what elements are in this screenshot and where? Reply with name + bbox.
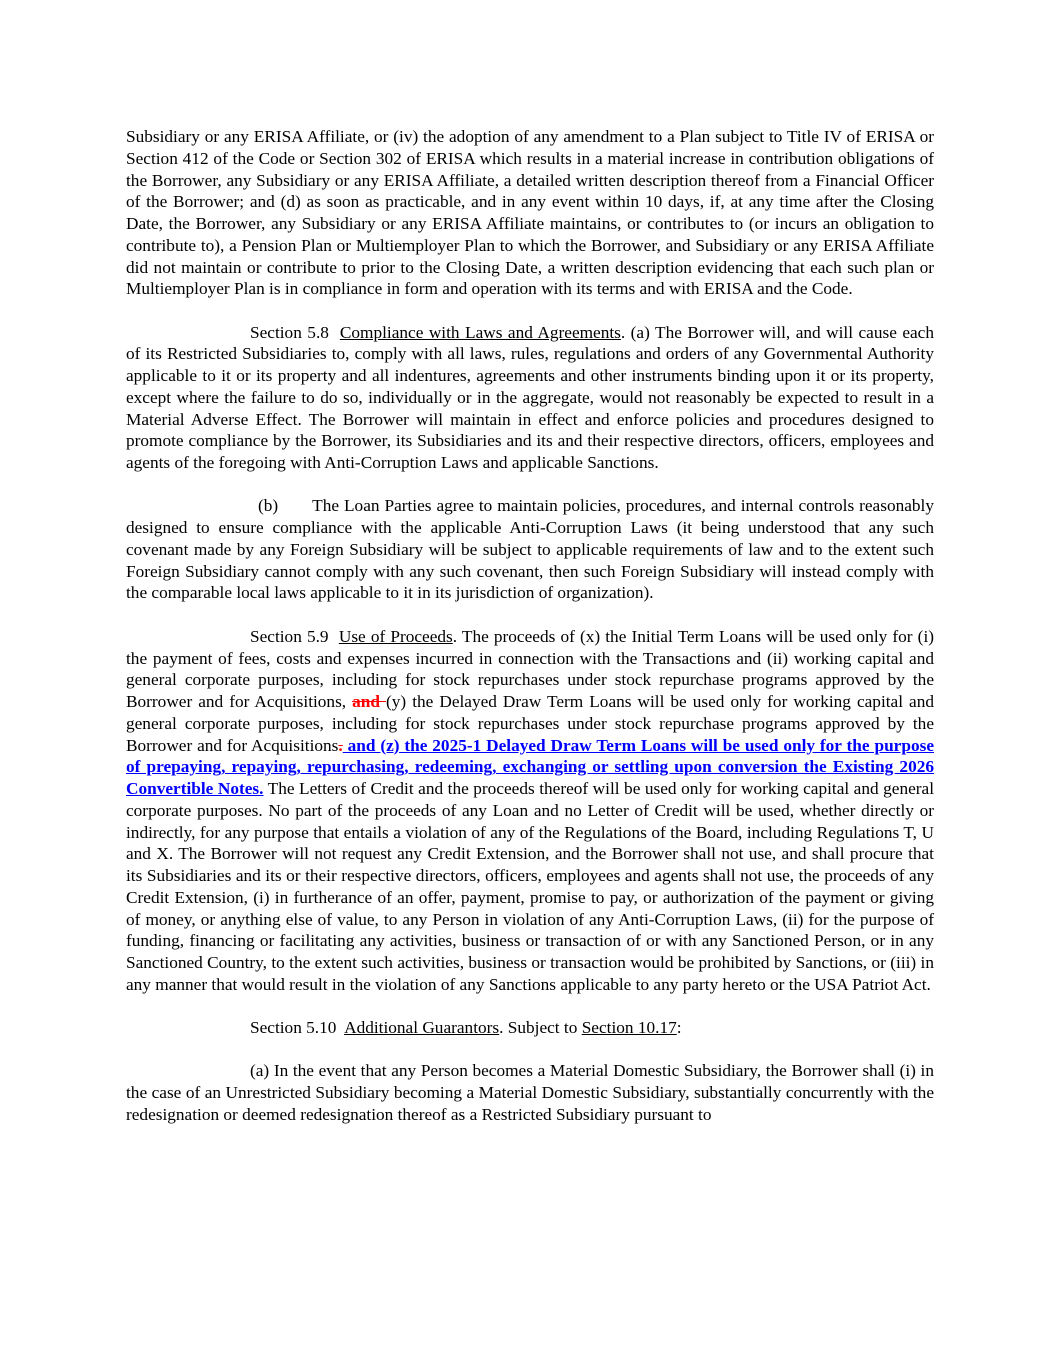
document-page [126,126,934,1126]
deleted-text: and [352,692,387,712]
section-text: (y) the Delayed Draw Term Loans will be used only for working capital and general corporate purposes, including for stock repurchases under stock repurchase programs approved by the Borrower and for Acquisitions [126,692,934,755]
section-number: Section 5.10 [250,1018,337,1038]
inserted-text: and (z) the 2025-1 Delayed Draw Term Loans will be used only for the purpose of prepaying, repaying, repurchasing, redeeming, exchanging or settling upon conversion the Existing 2026 Convertible Notes. [126,735,934,799]
cross-reference: Section 10.17 [581,1018,677,1038]
section-5-10-heading [126,1017,934,1039]
section-5-10-paragraph-a: (a) In the event that any Person becomes a Material Domestic Subsidiary, the Borrower shall (i) in the case of an Unrestricted Subsidiary becoming a Material Domestic Subsidiary, substantially concurrently with the redesignation or deemed redesignation thereof as a Restricted Subsidiary pursuant to [126,1061,934,1124]
deleted-text: . [338,735,343,755]
section-title: Use of Proceeds [338,626,453,646]
clause-label: (b) [258,496,279,516]
paragraph-erisa-continuation: Subsidiary or any ERISA Affiliate, or (iv) the adoption of any amendment to a Plan subject to Title IV of ERISA or Section 412 of the Code or Section 302 of ERISA which results in a material increase in contribution obligations of the Borrower, any Subsidiary or any ERISA Affiliate, a detailed written description thereof from a Financial Officer of the Borrower; and (d) as soon as practicable, and in any event within 10 days, if, at any time after the Closing Date, the Borrower, any Subsidiary or any ERISA Affiliate maintains, or contributes to (or incurs an obligation to contribute to), a Pension Plan or Multiemployer Plan to which the Borrower, and Subsidiary or any ERISA Affiliate did not maintain or contribute to prior to the Closing Date, a written description evidencing that each such plan or Multiemployer Plan is in compliance in form and operation with its terms and with ERISA and the Code. [126,127,934,299]
section-text: . Subject to [499,1018,582,1038]
section-text: . The proceeds of (x) the Initial Term Loans will be used only for (i) the payment of fees, costs and expenses incurred in connection with the Transactions and (ii) working capital and general corporate purposes, including for stock repurchases under stock repurchase programs approved by the Borrower and for Acquisitions, [126,626,934,712]
section-title: Compliance with Laws and Agreements [339,322,621,342]
section-text: The Letters of Credit and the proceeds thereof will be used only for working capital and general corporate purposes. No part of the proceeds of any Loan and no Letter of Credit will be used, whether directly or indirectly, for any purpose that entails a violation of any of the Regulations of the Board, including Regulations T, U and X. The Borrower will not request any Credit Extension, and the Borrower shall not use, and shall procure that its Subsidiaries and its or their respective directors, officers, employees and agents shall not use, the proceeds of any Credit Extension, (i) in furtherance of an offer, payment, promise to pay, or authorization of the payment or giving of money, or anything else of value, to any Person in violation of any Anti-Corruption Laws, (ii) for the purpose of funding, financing or facilitating any activities, business or transaction of or with any Sanctioned Person, or in any Sanctioned Country, to the extent such activities, business or transaction would be prohibited by Sanctions, or (iii) in any manner that would result in the violation of any Sanctions applicable to any party hereto or the USA Patriot Act. [126,779,934,994]
clause-body: The Loan Parties agree to maintain policies, procedures, and internal controls reasonably designed to ensure compliance with the applicable Anti-Corruption Laws (it being understood that any such covenant made by any Foreign Subsidiary will be subject to applicable requirements of law and to the extent such Foreign Subsidiary cannot comply with any such covenant, then such Foreign Subsidiary will instead comply with the comparable local laws applicable to it in its jurisdiction of organization). [126,496,934,603]
section-5-9-paragraph [126,626,934,996]
punctuation: : [676,1018,682,1038]
section-title: Additional Guarantors [344,1018,500,1038]
section-number: Section 5.9 [250,626,329,646]
section-body: . (a) The Borrower will, and will cause each of its Restricted Subsidiaries to, comply with all laws, rules, regulations and orders of any Governmental Authority applicable to it or its property and all indentures, agreements and other instruments binding upon it or its property, except where the failure to do so, individually or in the aggregate, would not reasonably be expected to result in a Material Adverse Effect. The Borrower will maintain in effect and enforce policies and procedures designed to promote compliance by the Borrower, its Subsidiaries and its and their respective directors, officers, employees and agents of the foregoing with Anti-Corruption Laws and applicable Sanctions. [126,322,934,473]
section-number: Section 5.8 [250,322,329,342]
section-5-8-paragraph-b [126,495,934,604]
section-5-8-paragraph-a [126,322,934,474]
